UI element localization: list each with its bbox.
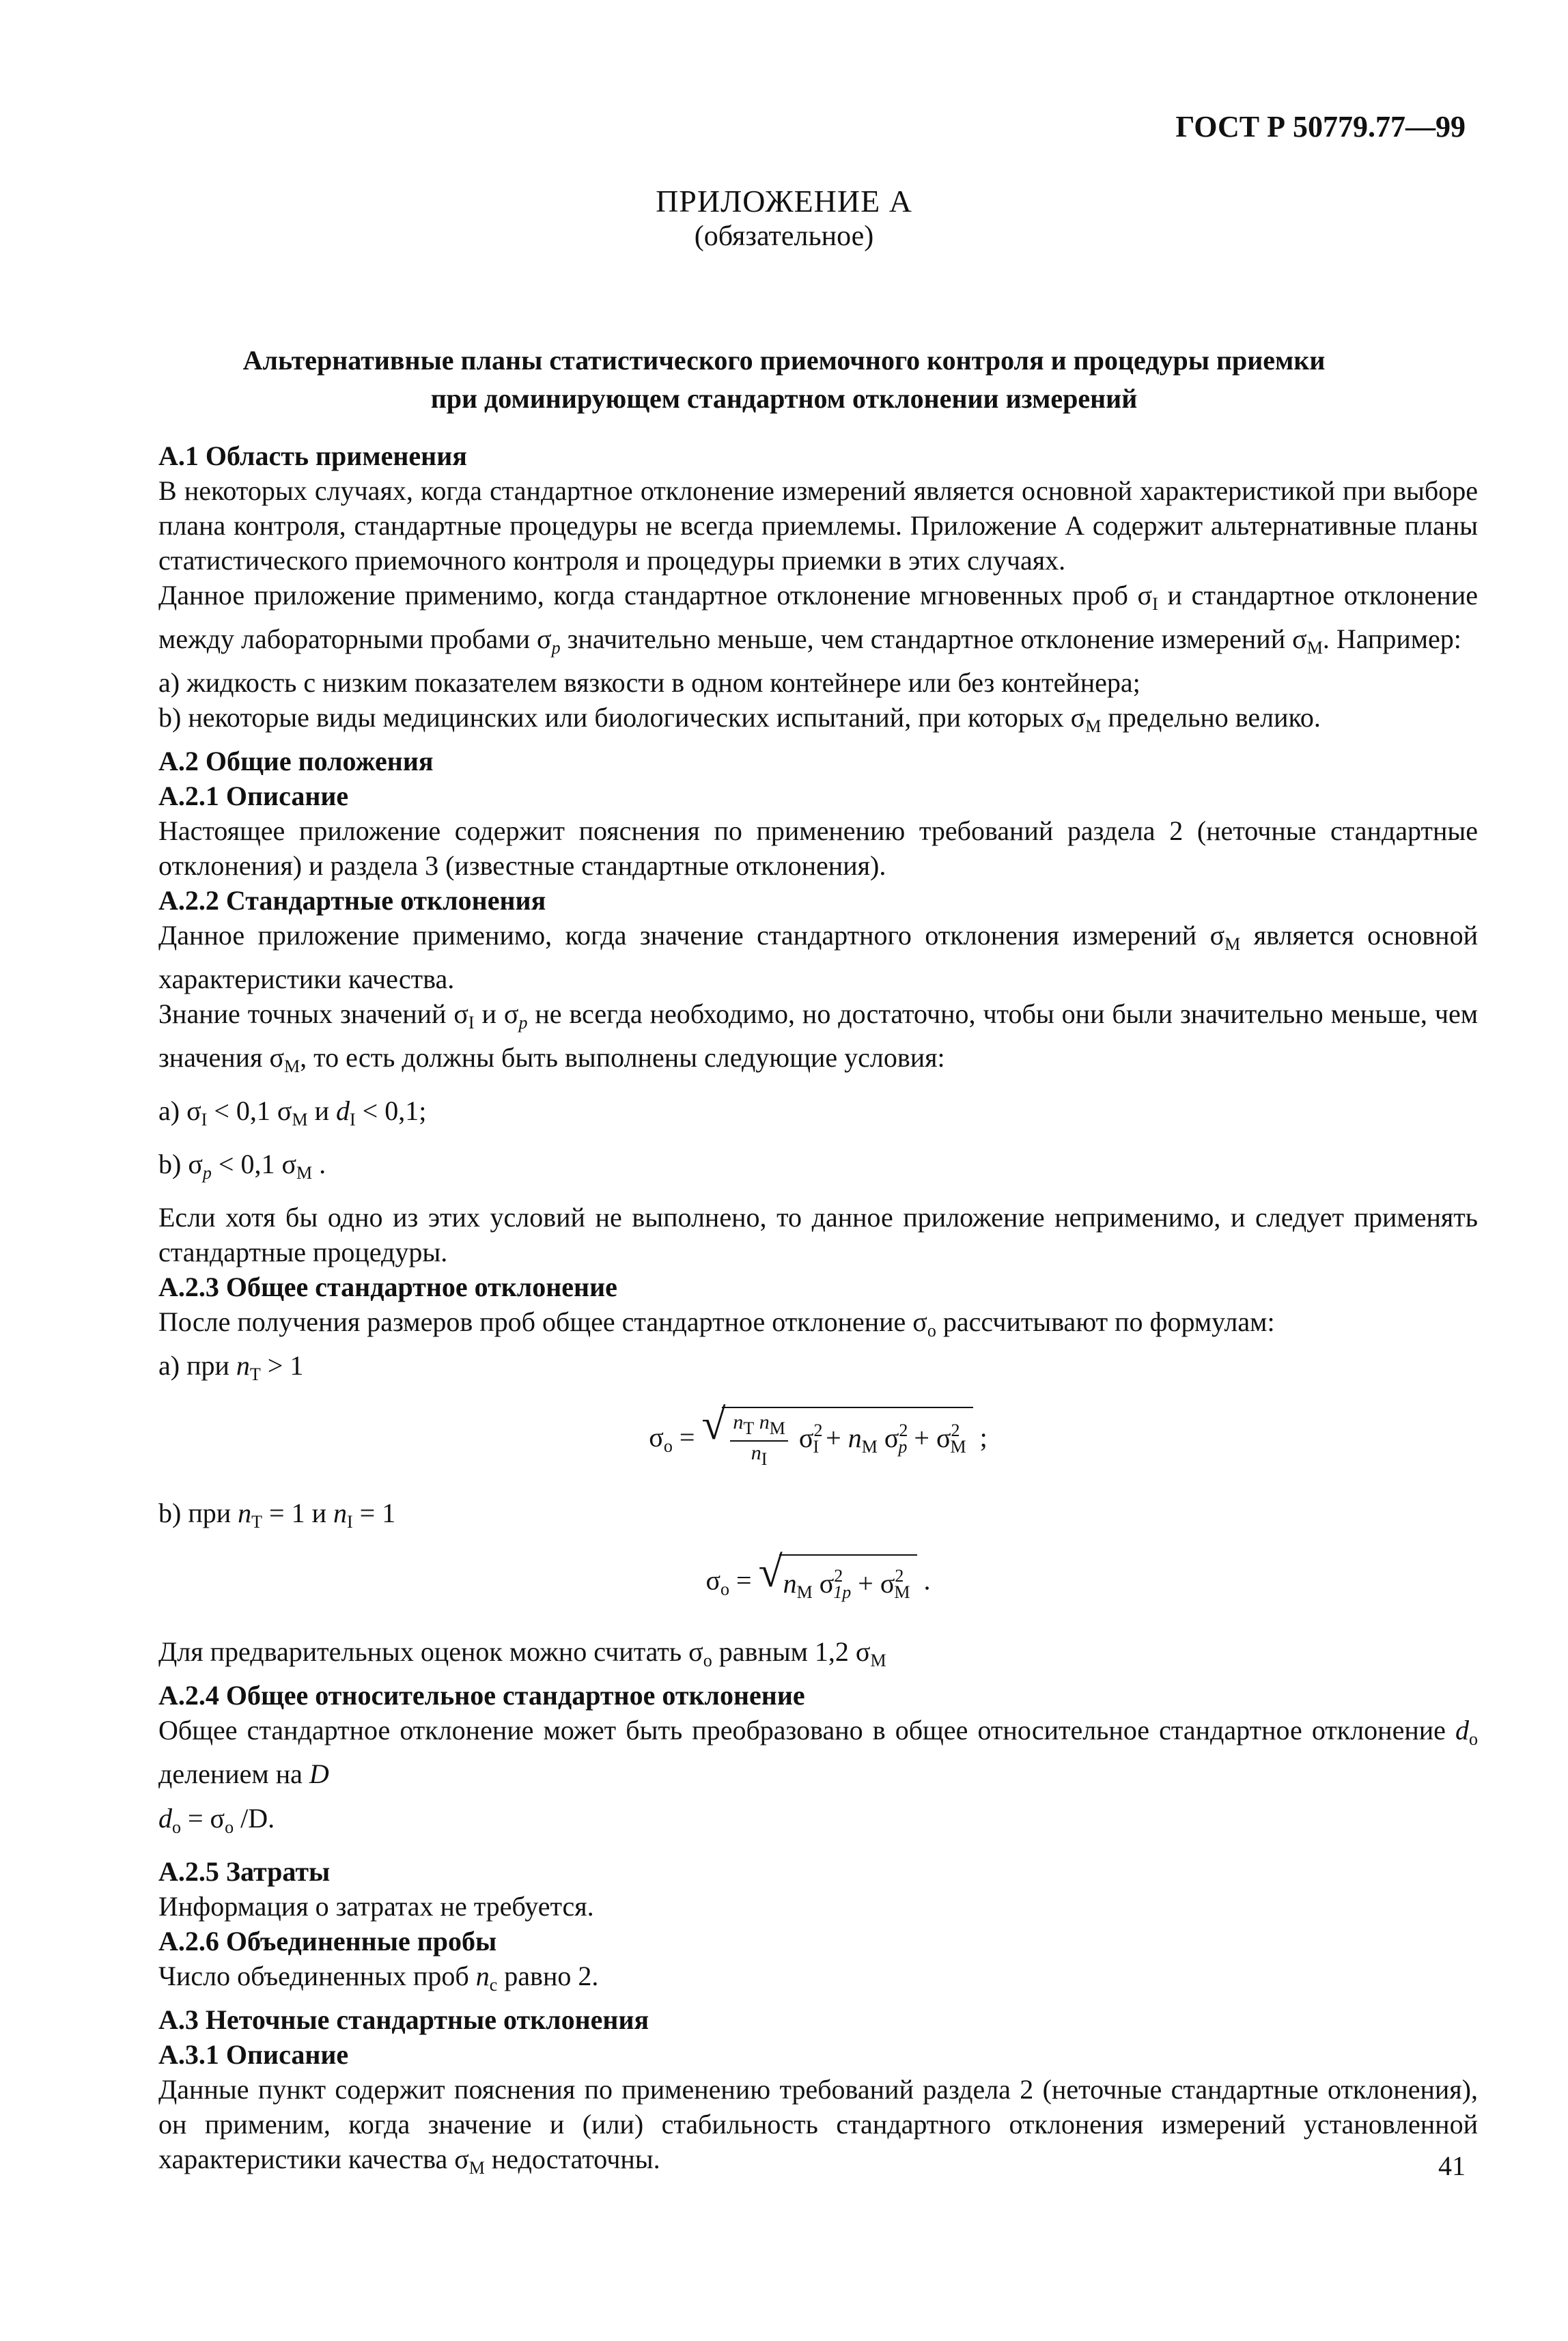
condition-b: b) $\sigma_p < 0,1$ $\sigma_М$ .	[158, 1149, 326, 1183]
section-a1-item-a: a) жидкость с низким показателем вязкости в одном контейнере или без контейнера;	[158, 667, 1140, 698]
section-a1-paragraph-1: В некоторых случаях, когда стандартное отклонение измерений является основной характеристикой при выборе плана контроля, стандартные процедуры не всегда приемлемы. Приложение А содержит альтернативные планы статистического приемочного контроля и процедуры приемки в этих случаях.	[158, 475, 1478, 576]
section-a21-heading: А.2.1 Описание	[158, 781, 349, 811]
square-root-a: √ $\frac{\text{nТ nМ}}{nI}$ $\sigma^2_I + n_М$ $\sigma^2_p + \sigma^2_М$	[701, 1407, 972, 1474]
section-a2-heading: А.2 Общие положения	[158, 746, 434, 776]
section-a23-heading: А.2.3 Общее стандартное отклонение	[158, 1272, 617, 1302]
document-title-line-1: Альтернативные планы статистического приемочного контроля и процедуры приемки	[242, 345, 1326, 376]
section-a3-heading: А.3 Неточные стандартные отклонения	[158, 2004, 649, 2035]
section-a1-paragraph-2: Данное приложение применимо, когда стандартное отклонение мгновенных проб $\sigma_I$ и стандартное отклонение между лабораторными пробами $\sigma_p$ значительно меньше, чем стандартное отклонение измерений $\sigma_М$. Например:	[158, 580, 1478, 658]
formula-relative-sd: $d_о = \sigma_о$ /D.	[158, 1803, 275, 1837]
condition-a: a) $\sigma_I < 0,1$ $\sigma_М$ и $d_I < 0,1$;	[158, 1095, 427, 1130]
section-a25-paragraph: Информация о затратах не требуется.	[158, 1891, 594, 1922]
section-a31-paragraph: Данные пункт содержит пояснения по применению требований раздела 2 (неточные стандартные отклонения), он применим, когда значение и (или) стабильность стандартного отклонения измерений установленной характеристики качества $\sigma_М$ недостаточны.	[158, 2074, 1478, 2178]
formula-overall-sd-a: $\sigma_о$ = √ $\frac{\text{nТ nМ}}{nI}$ $\sigma^2_I + n_М$ $\sigma^2_p + \sigma^2_М$ ;	[158, 1407, 1478, 1474]
section-a1-item-b: b) некоторые виды медицинских или биологических испытаний, при которых $\sigma_М$ предельно велико.	[158, 702, 1321, 736]
section-a22-paragraph-1: Данное приложение применимо, когда значение стандартного отклонения измерений $\sigma_М$ является основной характеристики качества.	[158, 920, 1478, 994]
section-a31-heading: А.3.1 Описание	[158, 2039, 349, 2070]
page-number: 41	[1438, 2150, 1466, 2181]
section-a26-paragraph: Число объединенных проб $n_с$ равно 2.	[158, 1961, 599, 1995]
section-a25-heading: А.2.5 Затраты	[158, 1856, 331, 1887]
annex-title: ПРИЛОЖЕНИЕ А	[656, 184, 912, 219]
section-a22-paragraph-2: Знание точных значений $\sigma_I$ и $\sigma_p$ не всегда необходимо, но достаточно, чтобы они были значительно меньше, чем значения $\sigma_М$, то есть должны быть выполнены следующие условия:	[158, 998, 1479, 1076]
section-a22-paragraph-3: Если хотя бы одно из этих условий не выполнено, то данное приложение неприменимо, и следует применять стандартные процедуры.	[158, 1202, 1478, 1267]
section-a22-heading: А.2.2 Стандартные отклонения	[158, 885, 546, 916]
section-a24-paragraph: Общее стандартное отклонение может быть преобразовано в общее относительное стандартное отклонение $d_о$ делением на D	[158, 1715, 1478, 1789]
section-a21-paragraph: Настоящее приложение содержит пояснения по применению требований раздела 2 (неточные стандартные отклонения) и раздела 3 (известные стандартные отклонения).	[158, 815, 1478, 881]
document-code: ГОСТ Р 50779.77—99	[1175, 110, 1466, 143]
section-a24-heading: А.2.4 Общее относительное стандартное отклонение	[158, 1680, 805, 1711]
document-title	[137, 341, 1431, 418]
formula-overall-sd-b: $\sigma_о$ = √ $n_М$ $\sigma^2_{1p} + \sigma^2_М$ .	[158, 1554, 1478, 1612]
fraction-nt-nm-over-ni: $\frac{\text{nТ nМ}}{nI}$	[730, 1411, 788, 1471]
section-a1-heading: А.1 Область применения	[158, 440, 467, 471]
square-root-b: √ $n_М$ $\sigma^2_{1p} + \sigma^2_М$	[759, 1554, 917, 1612]
document-title-line-2: при доминирующем стандартном отклонении измерений	[430, 383, 1138, 414]
annex-subtitle: (обязательное)	[694, 221, 874, 252]
section-a23-estimate: Для предварительных оценок можно считать $\sigma_о$ равным 1,2 $\sigma_М$	[158, 1636, 886, 1670]
case-b-label: b) при $n_Т = 1$ и $n_I = 1$	[158, 1498, 396, 1532]
section-a23-paragraph: После получения размеров проб общее стандартное отклонение $\sigma_о$ рассчитывают по формулам:	[158, 1306, 1275, 1341]
document-body	[158, 438, 1478, 2185]
case-a-label: a) при $n_Т > 1$	[158, 1350, 304, 1384]
section-a26-heading: А.2.6 Объединенные пробы	[158, 1926, 497, 1957]
